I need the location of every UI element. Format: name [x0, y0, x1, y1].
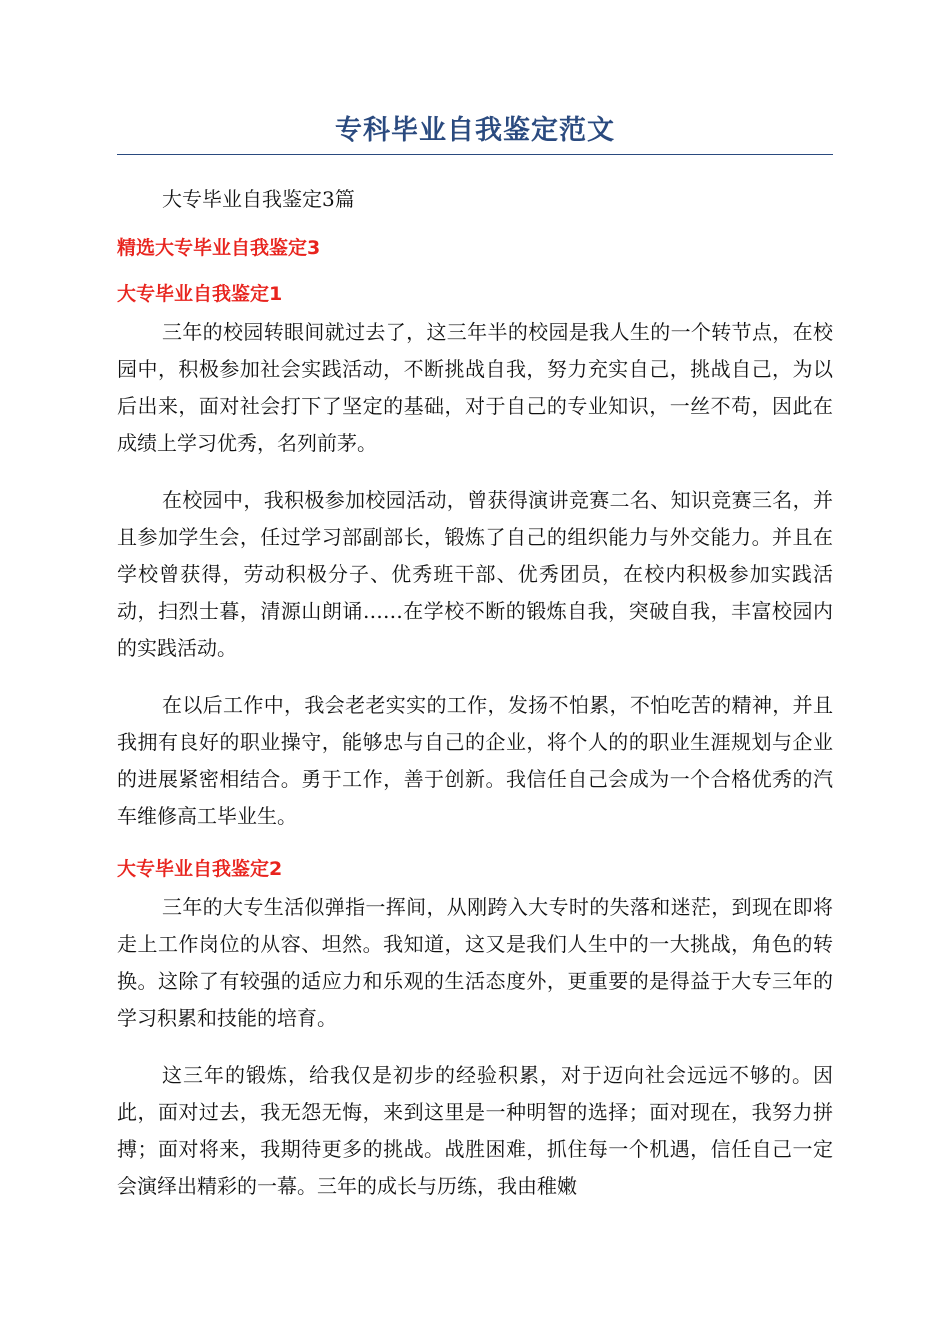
title-divider — [117, 154, 833, 155]
section-heading-1: 大专毕业自我鉴定1 — [117, 283, 283, 305]
paragraph: 三年的校园转眼间就过去了，这三年半的校园是我人生的一个转节点，在校园中，积极参加社会实践活动，不断挑战自我，努力充实自己，挑战自己，为以后出来，面对社会打下了坚定的基础，对于自己的专业知识，一丝不苟，因此在成绩上学习优秀，名列前茅。 — [117, 320, 833, 455]
main-heading: 精选大专毕业自我鉴定3 — [117, 237, 321, 259]
document-page — [117, 112, 833, 1205]
paragraph: 这三年的锻炼，给我仅是初步的经验积累，对于迈向社会远远不够的。因此，面对过去，我无怨无悔，来到这里是一种明智的选择；面对现在，我努力拼搏；面对将来，我期待更多的挑战。战胜困难，抓住每一个机遇，信任自己一定会演绎出精彩的一幕。三年的成长与历练，我由稚嫩 — [117, 1063, 833, 1198]
paragraph: 在以后工作中，我会老老实实的工作，发扬不怕累，不怕吃苦的精神，并且我拥有良好的职业操守，能够忠与自己的企业，将个人的的职业生涯规划与企业的进展紧密相结合。勇于工作，善于创新。我信任自己会成为一个合格优秀的汽车维修高工毕业生。 — [117, 693, 833, 828]
document-title: 专科毕业自我鉴定范文 — [335, 115, 615, 146]
section-heading-2: 大专毕业自我鉴定2 — [117, 858, 283, 880]
paragraph: 在校园中，我积极参加校园活动，曾获得演讲竞赛二名、知识竞赛三名，并且参加学生会，任过学习部副部长，锻炼了自己的组织能力与外交能力。并且在学校曾获得，劳动积极分子、优秀班干部、优秀团员，在校内积极参加实践活动，扫烈士暮，清源山朗诵……在学校不断的锻炼自我，突破自我，丰富校园内的实践活动。 — [117, 488, 833, 660]
document-subtitle: 大专毕业自我鉴定3篇 — [162, 187, 355, 211]
paragraph: 三年的大专生活似弹指一挥间，从刚跨入大专时的失落和迷茫，到现在即将走上工作岗位的从容、坦然。我知道，这又是我们人生中的一大挑战，角色的转换。这除了有较强的适应力和乐观的生活态度外，更重要的是得益于大专三年的学习积累和技能的培育。 — [117, 895, 833, 1030]
